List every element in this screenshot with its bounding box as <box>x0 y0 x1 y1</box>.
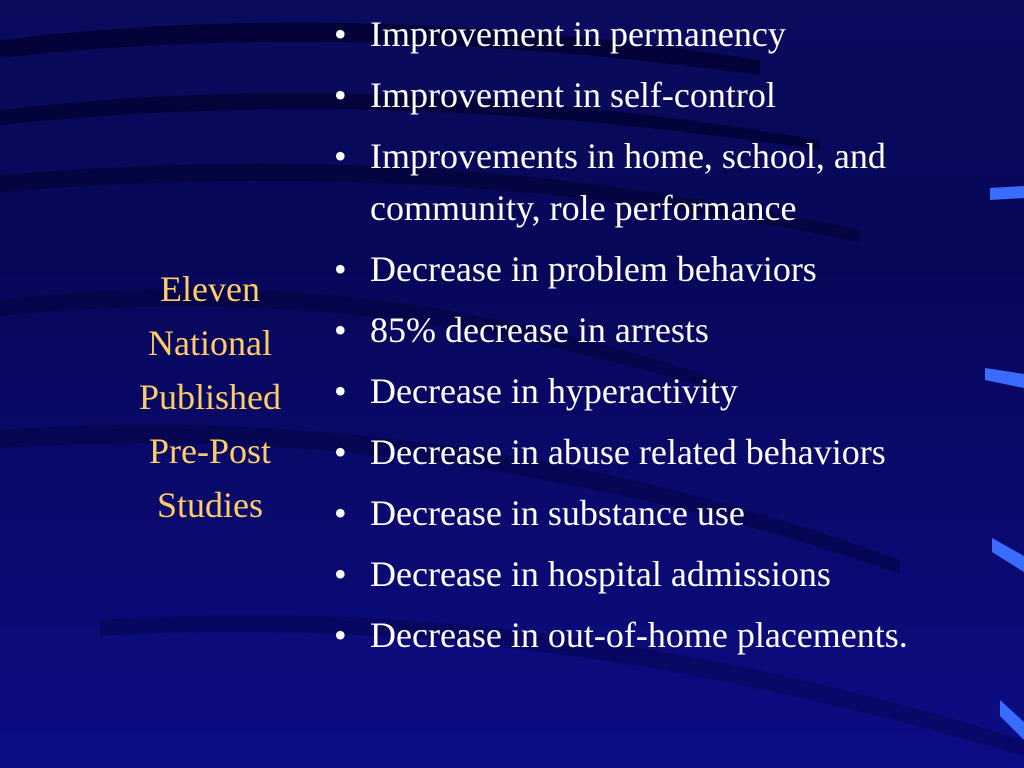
bullet-item <box>330 130 1000 234</box>
bullet-item <box>330 69 1000 121</box>
bullet-text: Improvement in self-control <box>370 75 776 115</box>
title-line: Published <box>138 377 281 417</box>
title-line: National <box>148 323 272 363</box>
bullet-dot-icon: • <box>334 554 347 594</box>
bullet-dot-icon: • <box>334 14 347 54</box>
bullet-item <box>330 8 1000 60</box>
bullet-dot-icon: • <box>334 249 347 289</box>
bullet-text: Improvements in home, school, and community, role performance <box>370 136 886 228</box>
bullet-dot-icon: • <box>334 136 347 176</box>
bullet-item <box>330 426 1000 478</box>
bullet-dot-icon: • <box>334 493 347 533</box>
bullet-dot-icon: • <box>334 371 347 411</box>
bullet-text: Decrease in abuse related behaviors <box>370 432 886 472</box>
bullet-text: Decrease in substance use <box>370 493 745 533</box>
bullet-text: 85% decrease in arrests <box>370 310 709 350</box>
title-line: Eleven <box>160 269 260 309</box>
bullet-text: Decrease in out-of-home placements. <box>370 615 908 655</box>
bullet-item <box>330 243 1000 295</box>
title-line: Studies <box>156 485 263 525</box>
bullet-text: Improvement in permanency <box>370 14 786 54</box>
bullet-item <box>330 487 1000 539</box>
bullet-item <box>330 304 1000 356</box>
bullet-text: Decrease in problem behaviors <box>370 249 817 289</box>
bullet-item <box>330 609 1000 661</box>
title-line: Pre-Post <box>148 431 271 471</box>
bullet-dot-icon: • <box>334 615 347 655</box>
slide-title <box>110 262 310 532</box>
bullet-item <box>330 548 1000 600</box>
bullet-text: Decrease in hospital admissions <box>370 554 831 594</box>
bullet-dot-icon: • <box>334 432 347 472</box>
bullet-list <box>330 8 1000 670</box>
bullet-dot-icon: • <box>334 75 347 115</box>
bullet-dot-icon: • <box>334 310 347 350</box>
bullet-item <box>330 365 1000 417</box>
bullet-text: Decrease in hyperactivity <box>370 371 738 411</box>
